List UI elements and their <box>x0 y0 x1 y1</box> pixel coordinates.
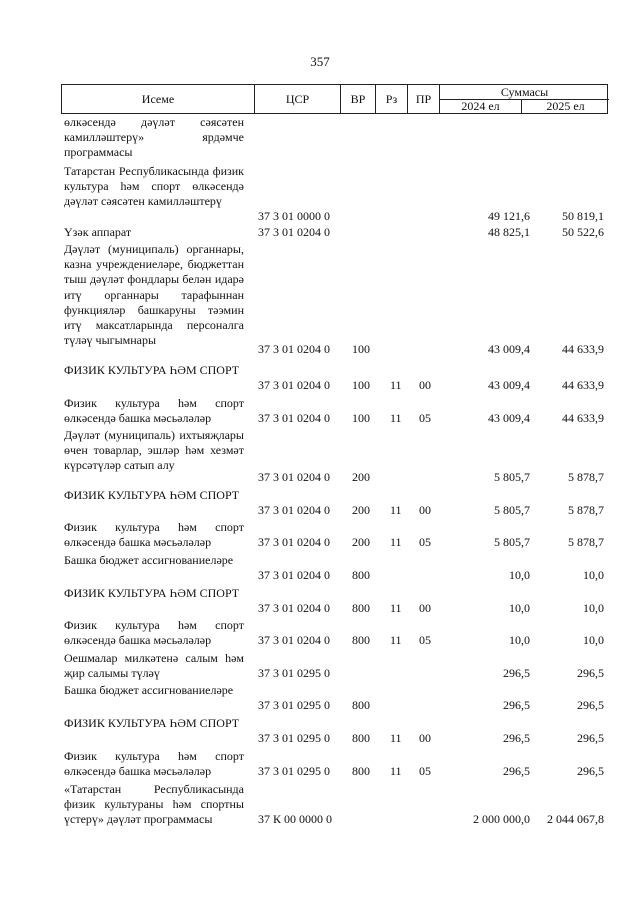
row-name: Үзәк аппарат <box>64 225 132 239</box>
row-name: Оешмалар милкәтенә салым һәм җир салымы түләү <box>64 651 244 681</box>
row-amount-2025: 5 878,7 <box>568 469 604 484</box>
row-rz: 11 <box>390 763 402 778</box>
table-row <box>0 749 640 779</box>
row-amount-2025: 296,5 <box>577 730 604 745</box>
row-amount-2024: 48 825,1 <box>488 224 530 239</box>
row-csr: 37 3 01 0204 0 <box>258 410 330 425</box>
row-amount-2025: 296,5 <box>577 697 604 712</box>
table-row <box>0 115 640 161</box>
row-vr: 800 <box>352 567 370 582</box>
row-csr: 37 3 01 0204 0 <box>258 224 330 239</box>
row-pr: 00 <box>419 730 431 745</box>
row-amount-2025: 44 633,9 <box>562 341 604 356</box>
table-row <box>0 242 640 357</box>
row-name: ФИЗИК КУЛЬТУРА ҺӘМ СПОРТ <box>64 363 240 377</box>
header-name: Исеме <box>62 85 255 113</box>
row-vr: 200 <box>352 469 370 484</box>
row-vr: 200 <box>352 534 370 549</box>
row-name: «Татарстан Республикасында физик культураны һәм спортны үстерү» дәүләт программасы <box>64 782 244 827</box>
table-row <box>0 520 640 550</box>
row-amount-2025: 50 522,6 <box>562 224 604 239</box>
table-row <box>0 428 640 485</box>
row-csr: 37 3 01 0295 0 <box>258 697 330 712</box>
row-amount-2024: 43 009,4 <box>488 410 530 425</box>
row-amount-2024: 10,0 <box>509 632 530 647</box>
row-csr: 37 3 01 0204 0 <box>258 377 330 392</box>
row-vr: 200 <box>352 502 370 517</box>
row-amount-2024: 5 805,7 <box>494 502 530 517</box>
row-rz: 11 <box>390 730 402 745</box>
row-pr: 00 <box>419 377 431 392</box>
row-amount-2024: 43 009,4 <box>488 377 530 392</box>
row-amount-2024: 5 805,7 <box>494 534 530 549</box>
row-vr: 800 <box>352 730 370 745</box>
row-amount-2025: 5 878,7 <box>568 534 604 549</box>
row-amount-2025: 44 633,9 <box>562 410 604 425</box>
row-amount-2025: 50 819,1 <box>562 208 604 223</box>
row-pr: 05 <box>419 410 431 425</box>
row-amount-2024: 43 009,4 <box>488 341 530 356</box>
header-csr: ЦСР <box>255 85 341 113</box>
row-name: Дәүләт (муниципаль) ихтыяҗлары өчен товарлар, эшләр һәм хезмәт күрсәтүләр сатып алу <box>64 428 244 473</box>
header-sums: Суммасы <box>440 85 609 100</box>
row-csr: 37 К 00 0000 0 <box>258 811 333 826</box>
row-csr: 37 3 01 0204 0 <box>258 341 330 356</box>
row-amount-2024: 2 000 000,0 <box>473 811 530 826</box>
table-header <box>61 84 608 114</box>
row-csr: 37 3 01 0204 0 <box>258 632 330 647</box>
row-name: Татарстан Республикасында физик культура һәм спорт өлкәсендә дәүләт сәясәтен камилләштерү <box>64 164 244 209</box>
row-amount-2024: 10,0 <box>509 567 530 582</box>
row-csr: 37 3 01 0295 0 <box>258 763 330 778</box>
row-pr: 05 <box>419 534 431 549</box>
row-csr: 37 3 01 0000 0 <box>258 208 330 223</box>
row-rz: 11 <box>390 377 402 392</box>
row-amount-2025: 10,0 <box>583 600 604 615</box>
header-year-2024: 2024 ел <box>440 99 522 114</box>
row-vr: 800 <box>352 632 370 647</box>
row-rz: 11 <box>390 632 402 647</box>
row-name: Физик культура һәм спорт өлкәсендә башка мәсьәләләр <box>64 396 244 426</box>
table-row <box>0 651 640 681</box>
table-row <box>0 618 640 648</box>
row-amount-2024: 5 805,7 <box>494 469 530 484</box>
row-csr: 37 3 01 0204 0 <box>258 469 330 484</box>
header-pr: ПР <box>408 85 440 113</box>
row-rz: 11 <box>390 502 402 517</box>
row-amount-2025: 10,0 <box>583 632 604 647</box>
table-row <box>0 225 640 240</box>
row-amount-2024: 296,5 <box>503 730 530 745</box>
row-vr: 100 <box>352 341 370 356</box>
row-pr: 00 <box>419 600 431 615</box>
table-row <box>0 586 640 616</box>
table-row <box>0 683 640 713</box>
table-row <box>0 164 640 224</box>
row-amount-2024: 296,5 <box>503 665 530 680</box>
row-vr: 100 <box>352 377 370 392</box>
row-amount-2025: 296,5 <box>577 763 604 778</box>
row-csr: 37 3 01 0204 0 <box>258 502 330 517</box>
table-row <box>0 488 640 518</box>
row-name: Физик культура һәм спорт өлкәсендә башка мәсьәләләр <box>64 618 244 648</box>
row-amount-2025: 5 878,7 <box>568 502 604 517</box>
header-rz: Рз <box>376 85 408 113</box>
header-year-2025: 2025 ел <box>546 99 585 113</box>
row-name: Физик культура һәм спорт өлкәсендә башка мәсьәләләр <box>64 520 244 550</box>
row-pr: 05 <box>419 763 431 778</box>
row-vr: 800 <box>352 763 370 778</box>
row-amount-2025: 296,5 <box>577 665 604 680</box>
row-name: ФИЗИК КУЛЬТУРА ҺӘМ СПОРТ <box>64 488 240 502</box>
row-vr: 100 <box>352 410 370 425</box>
row-amount-2025: 44 633,9 <box>562 377 604 392</box>
row-amount-2025: 10,0 <box>583 567 604 582</box>
row-amount-2024: 296,5 <box>503 763 530 778</box>
table-row <box>0 363 640 393</box>
row-amount-2025: 2 044 067,8 <box>547 811 604 826</box>
row-csr: 37 3 01 0204 0 <box>258 600 330 615</box>
row-name: Дәүләт (муниципаль) органнары, казна учреждениеләре, бюджеттан тыш дәүләт фондлары белән идарә итү органнары тарафыннан функцияләр башкаруны тәэмин итү максатларында персоналга түләү чыгымнары <box>64 242 244 348</box>
row-amount-2024: 296,5 <box>503 697 530 712</box>
row-name: Башка бюджет ассигнованиеләре <box>64 553 234 567</box>
row-pr: 05 <box>419 632 431 647</box>
row-amount-2024: 49 121,6 <box>488 208 530 223</box>
page-number: 357 <box>310 54 330 69</box>
row-csr: 37 3 01 0295 0 <box>258 665 330 680</box>
row-name: ФИЗИК КУЛЬТУРА ҺӘМ СПОРТ <box>64 586 240 600</box>
row-pr: 00 <box>419 502 431 517</box>
table-row <box>0 716 640 746</box>
row-csr: 37 3 01 0295 0 <box>258 730 330 745</box>
row-name: өлкәсендә дәүләт сәясәтен камилләштерү» ярдәмче программасы <box>64 115 244 160</box>
row-name: ФИЗИК КУЛЬТУРА ҺӘМ СПОРТ <box>64 716 240 730</box>
table-row <box>0 553 640 583</box>
row-vr: 800 <box>352 600 370 615</box>
row-rz: 11 <box>390 534 402 549</box>
table-row <box>0 782 640 827</box>
table-row <box>0 396 640 426</box>
row-name: Башка бюджет ассигнованиеләре <box>64 683 234 697</box>
row-vr: 800 <box>352 697 370 712</box>
row-rz: 11 <box>390 410 402 425</box>
row-name: Физик культура һәм спорт өлкәсендә башка мәсьәләләр <box>64 749 244 779</box>
header-vr: ВР <box>341 85 376 113</box>
row-rz: 11 <box>390 600 402 615</box>
row-csr: 37 3 01 0204 0 <box>258 534 330 549</box>
header-sums-group <box>440 85 609 113</box>
row-amount-2024: 10,0 <box>509 600 530 615</box>
row-csr: 37 3 01 0204 0 <box>258 567 330 582</box>
